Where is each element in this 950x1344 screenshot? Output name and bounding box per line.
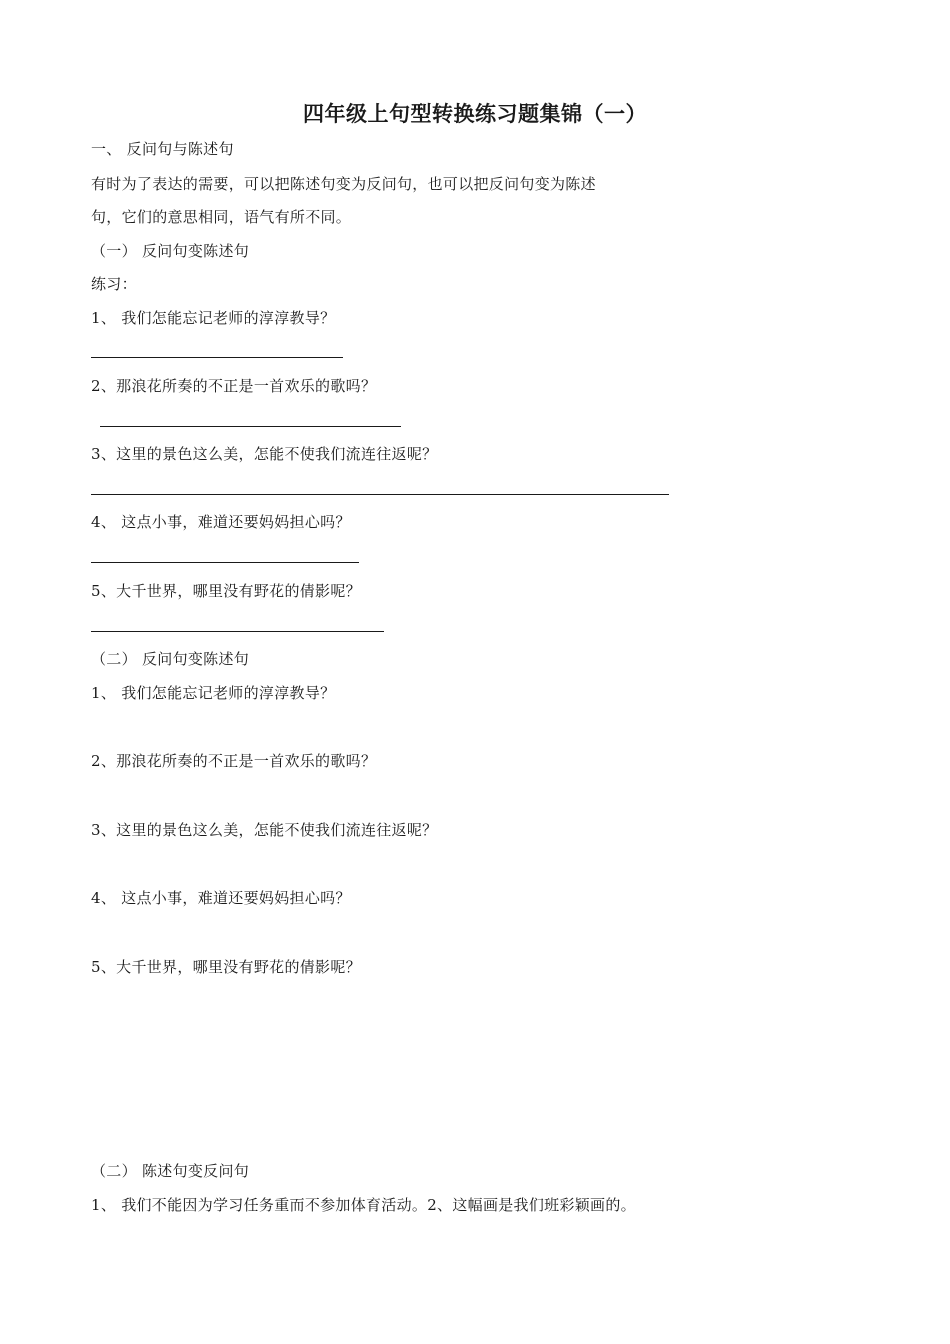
part3-line: 1、 我们不能因为学习任务重而不参加体育活动。2、这幅画是我们班彩颖画的。 [91,1196,636,1214]
part3-heading: （二） 陈述句变反问句 [91,1162,250,1180]
part1-item-5: 5、大千世界，哪里没有野花的倩影呢？ [91,582,361,600]
part1-item-4: 4、 这点小事，难道还要妈妈担心吗？ [91,513,351,531]
part2-item-1: 1、 我们怎能忘记老师的淳淳教导？ [91,684,336,702]
part2-item-2: 2、那浪花所奏的不正是一首欢乐的歌吗？ [91,752,377,770]
part1-item-1: 1、 我们怎能忘记老师的淳淳教导？ [91,309,336,327]
part1-heading: （一） 反问句变陈述句 [91,242,250,260]
answer-line-5[interactable] [91,631,384,632]
part2-item-4: 4、 这点小事，难道还要妈妈担心吗？ [91,889,351,907]
part1-item-2: 2、那浪花所奏的不正是一首欢乐的歌吗？ [91,377,377,395]
part1-item-3: 3、这里的景色这么美，怎能不使我们流连往返呢？ [91,445,438,463]
part2-item-3: 3、这里的景色这么美，怎能不使我们流连往返呢？ [91,821,438,839]
practice-label: 练习： [91,275,137,293]
document-title: 四年级上句型转换练习题集锦（一） [303,101,647,126]
intro-line-2: 句，它们的意思相同，语气有所不同。 [91,208,352,226]
part2-heading: （二） 反问句变陈述句 [91,650,250,668]
answer-line-1[interactable] [91,357,343,358]
intro-line-1: 有时为了表达的需要，可以把陈述句变为反问句，也可以把反问句变为陈述 [91,175,596,193]
answer-line-4[interactable] [91,562,359,563]
section1-heading: 一、 反问句与陈述句 [91,140,234,158]
answer-line-2[interactable] [100,426,401,427]
part2-item-5: 5、大千世界，哪里没有野花的倩影呢？ [91,958,361,976]
answer-line-3[interactable] [91,494,669,495]
